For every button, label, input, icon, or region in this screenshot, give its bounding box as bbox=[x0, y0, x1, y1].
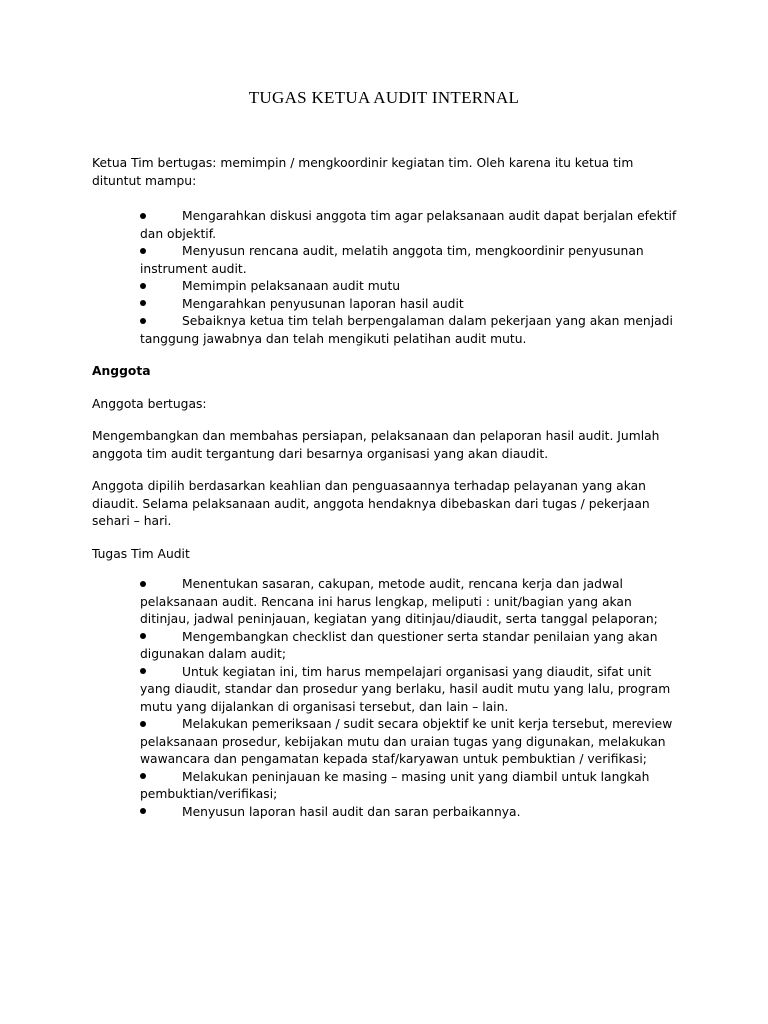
bullet-icon bbox=[140, 773, 146, 779]
bullet-icon bbox=[140, 248, 146, 254]
list-item: Menyusun laporan hasil audit dan saran perbaikannya. bbox=[140, 804, 685, 822]
bullet-icon bbox=[140, 283, 146, 289]
intro-paragraph: Ketua Tim bertugas: memimpin / mengkoordinir kegiatan tim. Oleh karena itu ketua tim dituntut mampu: bbox=[92, 156, 634, 188]
list-item: Menentukan sasaran, cakupan, metode audit, rencana kerja dan jadwal pelaksanaan audit. Rencana ini harus lengkap, meliputi : unit/bagian yang akan ditinjau, jadwal peninjauan, kegiatan yang ditinjau/diaudit, serta tanggal pelaporan; bbox=[140, 577, 658, 626]
bullet-icon bbox=[140, 668, 146, 674]
bullet-icon bbox=[140, 581, 146, 587]
tugas-tim-heading: Tugas Tim Audit bbox=[92, 546, 190, 561]
list-item: Melakukan pemeriksaan / sudit secara objektif ke unit kerja tersebut, mereview pelaksanaan prosedur, kebijakan mutu dan uraian tugas yang digunakan, melakukan wawancara dan pengamatan kepada staf/karyawan untuk pembuktian / verifikasi; bbox=[140, 717, 673, 766]
list-item: Melakukan peninjauan ke masing – masing unit yang diambil untuk langkah pembuktian/verifikasi; bbox=[140, 769, 650, 801]
bullet-icon bbox=[140, 808, 146, 814]
list-item: Mengarahkan penyusunan laporan hasil audit bbox=[140, 296, 682, 314]
anggota-paragraph-2: Anggota dipilih berdasarkan keahlian dan penguasaannya terhadap pelayanan yang akan diaudit. Selama pelaksanaan audit, anggota hendaknya dibebaskan dari tugas / pekerjaan sehari – hari. bbox=[92, 479, 650, 528]
list-item: Menyusun rencana audit, melatih anggota tim, mengkoordinir penyusunan instrument audit. bbox=[140, 244, 644, 276]
anggota-heading: Anggota bbox=[92, 364, 151, 378]
list-item: Sebaiknya ketua tim telah berpengalaman dalam pekerjaan yang akan menjadi tanggung jawabnya dan telah mengikuti pelatihan audit mutu. bbox=[140, 314, 673, 346]
bullet-icon bbox=[140, 318, 146, 324]
bullet-icon bbox=[140, 213, 146, 219]
anggota-paragraph-1: Mengembangkan dan membahas persiapan, pelaksanaan dan pelaporan hasil audit. Jumlah anggota tim audit tergantung dari besarnya organisasi yang akan diaudit. bbox=[92, 429, 660, 461]
tugas-tim-list bbox=[140, 563, 685, 821]
anggota-subheading: Anggota bertugas: bbox=[92, 396, 207, 411]
bullet-icon bbox=[140, 633, 146, 639]
list-item: Memimpin pelaksanaan audit mutu bbox=[140, 278, 682, 296]
list-item: Untuk kegiatan ini, tim harus mempelajari organisasi yang diaudit, sifat unit yang diaudit, standar dan prosedur yang berlaku, hasil audit mutu yang lalu, program mutu yang dijalankan di organisasi tersebut, dan lain – lain. bbox=[140, 664, 671, 714]
list-item: Mengembangkan checklist dan questioner serta standar penilaian yang akan digunakan dalam audit; bbox=[140, 629, 658, 661]
list-item: Mengarahkan diskusi anggota tim agar pelaksanaan audit dapat berjalan efektif dan objektif. bbox=[140, 209, 677, 241]
document-body bbox=[92, 155, 682, 821]
bullet-icon bbox=[140, 721, 146, 727]
ketua-task-list bbox=[140, 190, 682, 348]
document-title: TUGAS KETUA AUDIT INTERNAL bbox=[248, 88, 520, 107]
bullet-icon bbox=[140, 300, 146, 306]
